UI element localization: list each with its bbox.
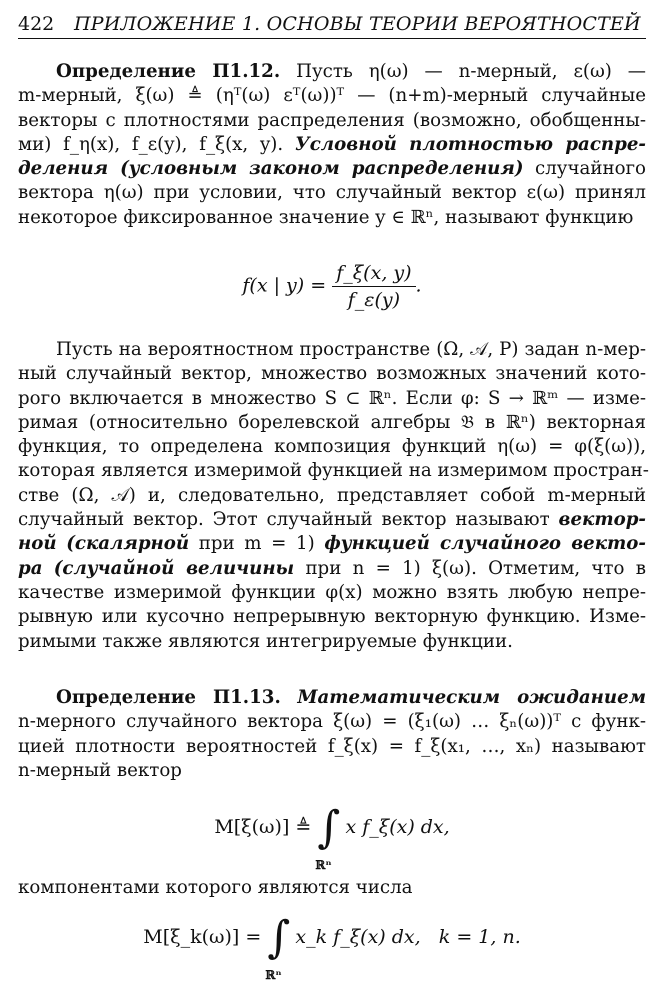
definition-label: Определение П1.12. [56,61,281,82]
fraction: $\frac{f\_\xi(x, y)}{f\_\varepsilon(y)}$ [332,262,415,311]
integral-sign: ∫ ℝⁿ [315,802,341,872]
def-line-5: деления (условным законом распределения) случайного [18,158,646,180]
integral-sign: ∫ ℝⁿ [265,912,291,982]
def-line-4: ми) f_η(x), f_ε(y), f_ξ(x, y). Условной плотностью распре- [18,133,646,155]
def-line-3: векторы с плотностями распределения (возможно, обобщенны- [18,109,646,131]
def-line-2: m-мерный, ξ(ω) ≜ (ηᵀ(ω) εᵀ(ω))ᵀ — (n+m)-мерный случайные [18,85,646,107]
page-number: 422 [18,13,55,35]
defined-term-cont: деления (условным законом распределения) [18,158,524,180]
para-line-9: ной (скалярной при m = 1) функцией случайного векто- [18,533,646,555]
definition-label: Определение П1.13. [56,687,281,708]
def13-line-1 [18,686,646,710]
defined-term: Математическим ожиданием [297,687,646,708]
def-line-1: Определение П1.12. Пусть η(ω) — n-мерный, ε(ω) — [56,61,646,82]
definition-p1-12 [18,60,646,230]
expectation-vector-formula: M[ξ(ω)] ≜ ∫ ℝⁿ x f_ξ(x) dx, [214,802,450,872]
conditional-density-formula: f(x | y) = $\frac{f\_\xi(x, y)}{f\_\varepsilon(y)}$ . [242,262,422,311]
definition-p1-13: Определение П1.13. Математическим ожиданием n-мерного случайного вектора ξ(ω) = (ξ₁(ω) … ξₙ(ω))ᵀ с функ- цией плотности вероятностей f_ξ(x) = f_ξ(x₁, …, xₙ) называют n-мерный вектор [18,687,646,781]
para-line-8: случайный вектор. Этот случайный вектор называют вектор- [18,509,646,531]
def-line-7: некоторое фиксированное значение y ∈ ℝⁿ, называют функцию [18,206,634,228]
running-header [18,12,646,39]
running-title: ПРИЛОЖЕНИЕ 1. ОСНОВЫ ТЕОРИИ ВЕРОЯТНОСТЕЙ [74,13,641,35]
defined-term: Условной плотностью распре- [294,133,646,155]
def-line-6: вектора η(ω) при условии, что случайный вектор ε(ω) принял [18,182,646,204]
para-line-10: ра (случайной величины при n = 1) ξ(ω). Отметим, что в [18,557,646,579]
paragraph-composition: Пусть на вероятностном пространстве (Ω, 𝒜, P) задан n-мер- ный случайный вектор, множество возможных значений кото- рого включается в множество S ⊂ ℝⁿ. Если φ: S → ℝᵐ — изме- римая (относительно борелевской алгебры 𝔅 в ℝⁿ) векторная функция, то определена композиция функций η(ω) = φ(ξ(ω)), которая является измеримой функцией на измеримом простран- стве (Ω, 𝒜) и, следовательно, представляет собой m-мерный случайный вектор. Этот случайный вектор называют вектор- ной (скалярной при m = 1) функцией случайного векто- ра (случайной величины при n = 1) ξ(ω). Отметим, что в качестве измеримой функции φ(x) можно взять любую непре- рывную или кусочно непрерывную векторную функцию. Изме- римыми также являются интегрируемые функции. [18,339,649,652]
text-components: компонентами которого являются числа [18,877,413,898]
expectation-component-formula: M[ξ_k(ω)] = ∫ ℝⁿ x_k f_ξ(x) dx, k = 1, n. [143,912,521,982]
